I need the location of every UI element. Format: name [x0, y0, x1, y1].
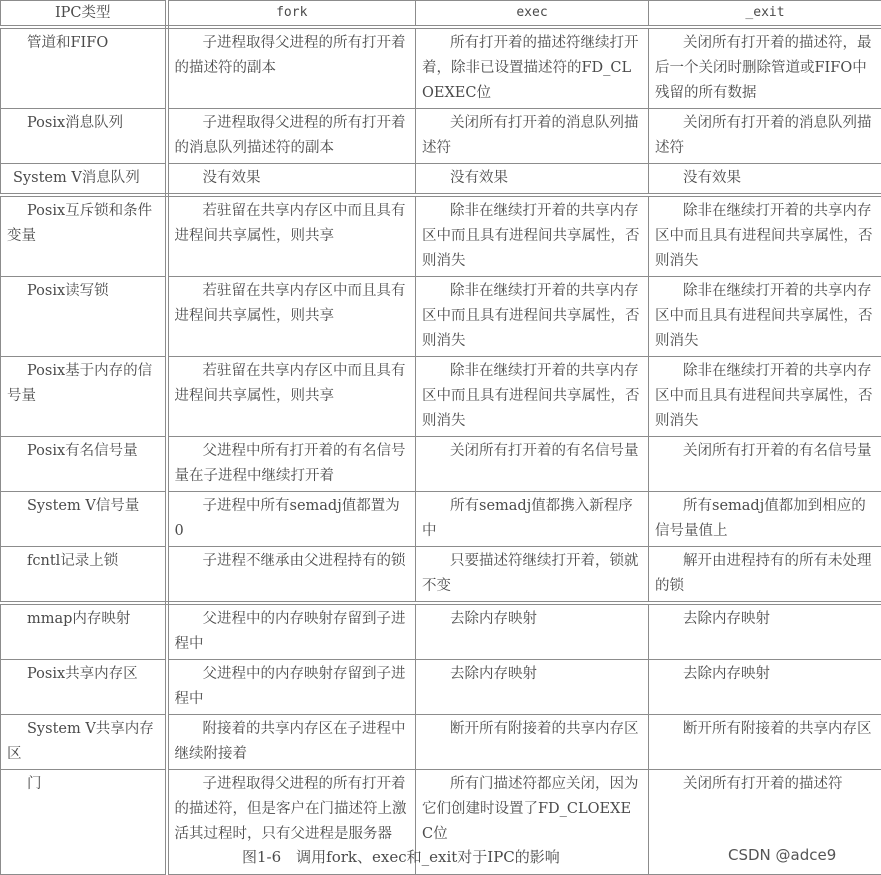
cell-exit: 关闭所有打开着的描述符，最后一个关闭时删除管道或FIFO中残留的所有数据 — [649, 27, 881, 109]
cell-exec: 去除内存映射 — [416, 660, 649, 715]
cell-exec: 去除内存映射 — [416, 603, 649, 660]
cell-ipc-type: System V消息队列 — [1, 164, 167, 196]
cell-exit: 关闭所有打开着的有名信号量 — [649, 437, 881, 492]
cell-exit: 关闭所有打开着的消息队列描述符 — [649, 109, 881, 164]
cell-exec: 断开所有附接着的共享内存区 — [416, 715, 649, 770]
cell-ipc-type: 管道和FIFO — [1, 27, 167, 109]
cell-ipc-type: System V信号量 — [1, 492, 167, 547]
cell-ipc-type: mmap内存映射 — [1, 603, 167, 660]
cell-ipc-type: Posix消息队列 — [1, 109, 167, 164]
cell-fork: 子进程取得父进程的所有打开着的描述符的副本 — [167, 27, 416, 109]
cell-exit: 没有效果 — [649, 164, 881, 196]
cell-fork: 若驻留在共享内存区中而且具有进程间共享属性，则共享 — [167, 357, 416, 437]
cell-ipc-type: Posix共享内存区 — [1, 660, 167, 715]
table-row — [1, 437, 881, 492]
header-ipc-type: IPC类型 — [1, 1, 167, 28]
table-header-row — [1, 1, 881, 28]
cell-ipc-type: 门 — [1, 770, 167, 875]
cell-fork: 若驻留在共享内存区中而且具有进程间共享属性，则共享 — [167, 195, 416, 277]
table-row — [1, 603, 881, 660]
cell-exec: 没有效果 — [416, 164, 649, 196]
cell-fork: 若驻留在共享内存区中而且具有进程间共享属性，则共享 — [167, 277, 416, 357]
cell-fork: 父进程中所有打开着的有名信号量在子进程中继续打开着 — [167, 437, 416, 492]
cell-exec: 除非在继续打开着的共享内存区中而且具有进程间共享属性，否则消失 — [416, 195, 649, 277]
cell-fork: 子进程中所有semadj值都置为0 — [167, 492, 416, 547]
cell-ipc-type: Posix有名信号量 — [1, 437, 167, 492]
cell-exec: 所有打开着的描述符继续打开着，除非已设置描述符的FD_CLOEXEC位 — [416, 27, 649, 109]
figure-caption: 图1-6 调用fork、exec和_exit对于IPC的影响 — [242, 846, 560, 867]
cell-exit: 去除内存映射 — [649, 603, 881, 660]
cell-exec: 除非在继续打开着的共享内存区中而且具有进程间共享属性，否则消失 — [416, 357, 649, 437]
table-row — [1, 164, 881, 196]
table-row — [1, 660, 881, 715]
cell-fork: 子进程取得父进程的所有打开着的消息队列描述符的副本 — [167, 109, 416, 164]
cell-exec: 除非在继续打开着的共享内存区中而且具有进程间共享属性，否则消失 — [416, 277, 649, 357]
cell-fork: 子进程不继承由父进程持有的锁 — [167, 547, 416, 604]
table-row — [1, 27, 881, 109]
cell-fork: 父进程中的内存映射存留到子进程中 — [167, 660, 416, 715]
cell-exit: 关闭所有打开着的描述符 — [649, 770, 881, 875]
cell-fork: 没有效果 — [167, 164, 416, 196]
watermark: CSDN @adce9 — [728, 846, 836, 864]
cell-fork: 父进程中的内存映射存留到子进程中 — [167, 603, 416, 660]
table-row — [1, 277, 881, 357]
table-row — [1, 109, 881, 164]
cell-exec: 关闭所有打开着的消息队列描述符 — [416, 109, 649, 164]
header-exit: _exit — [649, 1, 881, 28]
table-row — [1, 195, 881, 277]
cell-ipc-type: Posix互斥锁和条件变量 — [1, 195, 167, 277]
cell-exec: 关闭所有打开着的有名信号量 — [416, 437, 649, 492]
header-exec: exec — [416, 1, 649, 28]
cell-exit: 除非在继续打开着的共享内存区中而且具有进程间共享属性，否则消失 — [649, 195, 881, 277]
table-row — [1, 715, 881, 770]
cell-ipc-type: fcntl记录上锁 — [1, 547, 167, 604]
header-fork: fork — [167, 1, 416, 28]
cell-exit: 断开所有附接着的共享内存区 — [649, 715, 881, 770]
cell-ipc-type: System V共享内存区 — [1, 715, 167, 770]
cell-exit: 除非在继续打开着的共享内存区中而且具有进程间共享属性，否则消失 — [649, 277, 881, 357]
cell-exit: 去除内存映射 — [649, 660, 881, 715]
cell-exit: 除非在继续打开着的共享内存区中而且具有进程间共享属性，否则消失 — [649, 357, 881, 437]
cell-exit: 解开由进程持有的所有未处理的锁 — [649, 547, 881, 604]
cell-ipc-type: Posix基于内存的信号量 — [1, 357, 167, 437]
cell-fork: 附接着的共享内存区在子进程中继续附接着 — [167, 715, 416, 770]
table-row — [1, 547, 881, 604]
table-row — [1, 492, 881, 547]
cell-ipc-type: Posix读写锁 — [1, 277, 167, 357]
cell-exec: 所有门描述符都应关闭，因为它们创建时设置了FD_CLOEXEC位 — [416, 770, 649, 875]
cell-exec: 只要描述符继续打开着，锁就不变 — [416, 547, 649, 604]
cell-fork: 子进程取得父进程的所有打开着的描述符，但是客户在门描述符上激活其过程时，只有父进程是服务器 — [167, 770, 416, 875]
cell-exec: 所有semadj值都携入新程序中 — [416, 492, 649, 547]
cell-exit: 所有semadj值都加到相应的信号量值上 — [649, 492, 881, 547]
table-row — [1, 357, 881, 437]
